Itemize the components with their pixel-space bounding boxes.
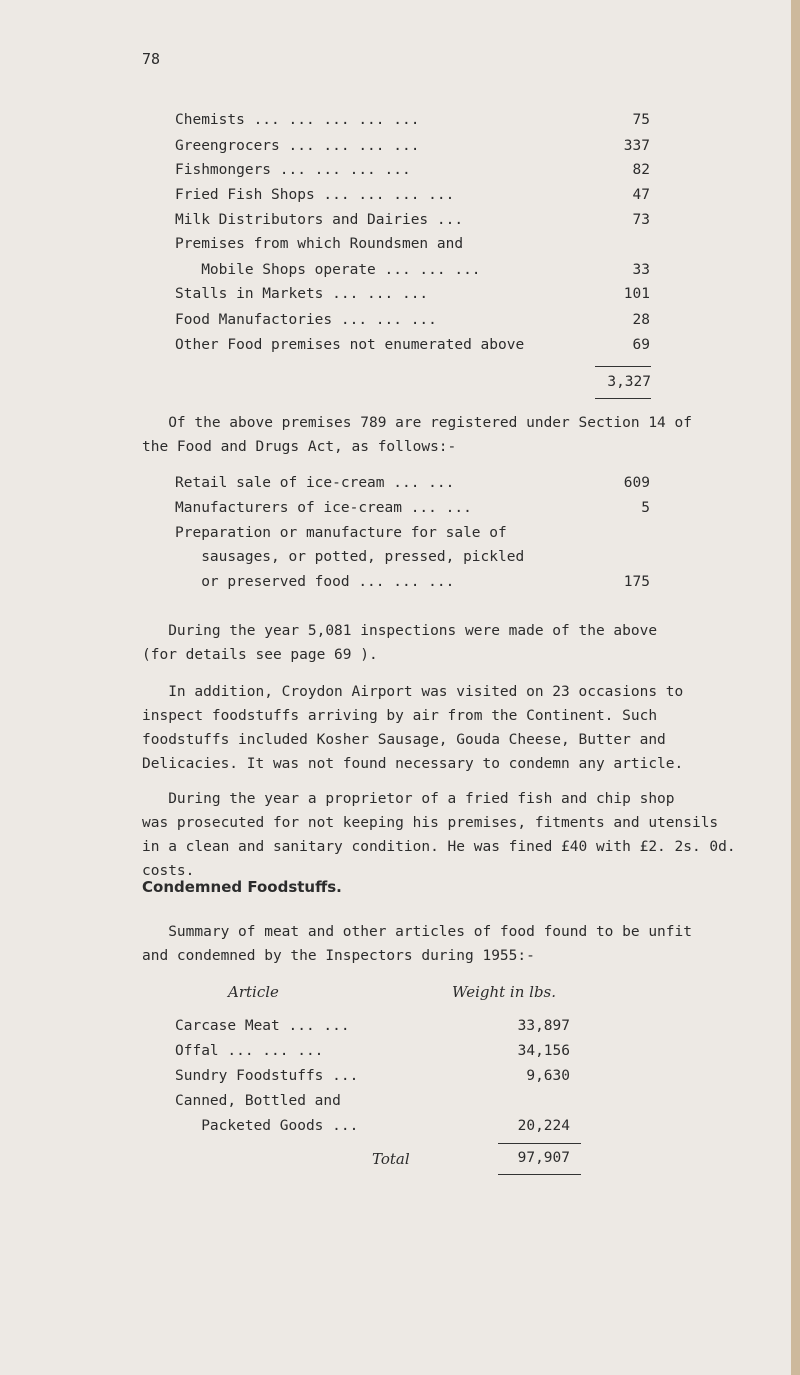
- column-header-weight: Weight in lbs.: [452, 983, 557, 1001]
- prosecution-paragraph: [142, 787, 792, 883]
- item-label: Chemists ... ... ... ... ...: [175, 112, 420, 128]
- list-item: [175, 549, 650, 569]
- item-label: Fishmongers ... ... ... ...: [175, 162, 411, 178]
- table-row: [175, 1068, 570, 1088]
- paragraph-line: Delicacies. It was not found necessary to condemn any article.: [142, 756, 684, 772]
- item-value: 101: [623, 286, 650, 302]
- table-row: [175, 1118, 570, 1138]
- item-label: Mobile Shops operate ... ... ...: [175, 262, 481, 278]
- section-heading: Condemned Foodstuffs.: [142, 878, 342, 896]
- list-item: [175, 212, 650, 232]
- item-label: Other Food premises not enumerated above: [175, 337, 525, 353]
- total-rule-top: [595, 366, 651, 367]
- list-item: [175, 112, 650, 132]
- list-item: [175, 525, 650, 545]
- paragraph-line: foodstuffs included Kosher Sausage, Gouda Cheese, Butter and: [142, 732, 666, 748]
- paragraph-line: Summary of meat and other articles of food found to be unfit: [142, 924, 692, 940]
- paragraph-line: During the year 5,081 inspections were made of the above: [142, 623, 658, 639]
- item-value: 175: [623, 574, 650, 590]
- item-value: 28: [632, 312, 650, 328]
- row-label: Offal ... ... ...: [175, 1043, 324, 1059]
- item-value: 47: [632, 187, 650, 203]
- item-label: Stalls in Markets ... ... ...: [175, 286, 429, 302]
- row-value: 9,630: [526, 1068, 570, 1084]
- item-value: 33: [632, 262, 650, 278]
- list-item: [175, 312, 650, 332]
- page-edge: [791, 0, 800, 1375]
- summary-paragraph: [142, 920, 792, 968]
- total-rule-bottom: [498, 1174, 581, 1175]
- list-item: [175, 162, 650, 182]
- item-value: 73: [632, 212, 650, 228]
- list-item: [175, 475, 650, 495]
- row-value: 33,897: [517, 1018, 570, 1034]
- item-value: 609: [623, 475, 650, 491]
- table-row: [175, 1043, 570, 1063]
- list-item: [175, 236, 650, 256]
- row-label: Canned, Bottled and: [175, 1093, 341, 1109]
- row-value: 34,156: [517, 1043, 570, 1059]
- inspections-paragraph: [142, 619, 792, 667]
- paragraph-line: costs.: [142, 863, 195, 879]
- list-item: [175, 337, 650, 357]
- paragraph-line: the Food and Drugs Act, as follows:-: [142, 439, 457, 455]
- item-value: 82: [632, 162, 650, 178]
- list-item: [175, 138, 650, 158]
- premises-total: 3,327: [607, 374, 651, 390]
- paragraph-line: During the year a proprietor of a fried fish and chip shop: [142, 791, 675, 807]
- paragraph-line: In addition, Croydon Airport was visited on 23 occasions to: [142, 684, 684, 700]
- item-label: Milk Distributors and Dairies ...: [175, 212, 464, 228]
- paragraph-line: and condemned by the Inspectors during 1955:-: [142, 948, 535, 964]
- column-header-article: Article: [228, 983, 279, 1001]
- paragraph-line: in a clean and sanitary condition. He was fined £40 with £2. 2s. 0d.: [142, 839, 736, 855]
- item-label: sausages, or potted, pressed, pickled: [175, 549, 525, 565]
- paragraph-line: (for details see page 69 ).: [142, 647, 378, 663]
- list-item: [175, 500, 650, 520]
- table-row: [175, 1093, 570, 1113]
- item-value: 69: [632, 337, 650, 353]
- item-value: 337: [623, 138, 650, 154]
- table-row: [175, 1018, 570, 1038]
- item-label: or preserved food ... ... ...: [175, 574, 455, 590]
- registered-paragraph: [142, 411, 792, 459]
- item-label: Premises from which Roundsmen and: [175, 236, 464, 252]
- item-label: Greengrocers ... ... ... ...: [175, 138, 420, 154]
- row-label: Packeted Goods ...: [175, 1118, 359, 1134]
- item-label: Manufacturers of ice-cream ... ...: [175, 500, 472, 516]
- list-item: [175, 574, 650, 594]
- item-label: Retail sale of ice-cream ... ...: [175, 475, 455, 491]
- row-label: Sundry Foodstuffs ...: [175, 1068, 359, 1084]
- list-item: [175, 262, 650, 282]
- item-value: 5: [641, 500, 650, 516]
- row-label: Carcase Meat ... ...: [175, 1018, 350, 1034]
- list-item: [175, 187, 650, 207]
- list-item: [175, 286, 650, 306]
- item-value: 75: [632, 112, 650, 128]
- paragraph-line: was prosecuted for not keeping his premises, fitments and utensils: [142, 815, 719, 831]
- total-rule-bottom: [595, 398, 651, 399]
- total-value: 97,907: [517, 1150, 570, 1166]
- total-rule-top: [498, 1143, 581, 1144]
- item-label: Fried Fish Shops ... ... ... ...: [175, 187, 455, 203]
- item-label: Preparation or manufacture for sale of: [175, 525, 507, 541]
- page-number: 78: [142, 50, 161, 68]
- airport-paragraph: [142, 680, 792, 776]
- paragraph-line: inspect foodstuffs arriving by air from the Continent. Such: [142, 708, 658, 724]
- item-label: Food Manufactories ... ... ...: [175, 312, 437, 328]
- row-value: 20,224: [517, 1118, 570, 1134]
- paragraph-line: Of the above premises 789 are registered under Section 14 of: [142, 415, 692, 431]
- total-label: Total: [372, 1150, 410, 1168]
